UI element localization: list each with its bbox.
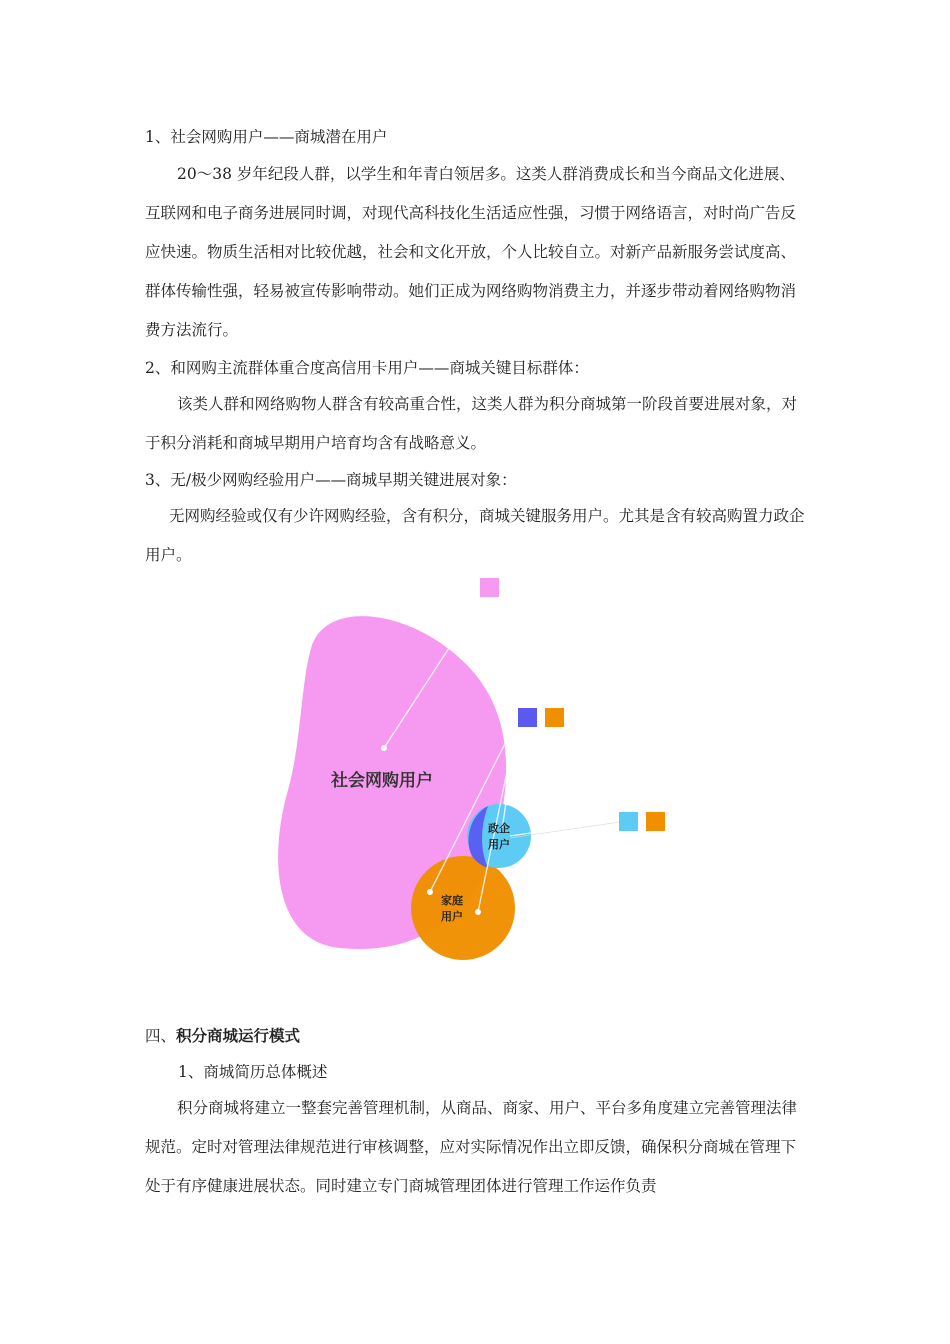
legend-square-cyan (619, 812, 638, 831)
legend-square-blue (518, 708, 537, 727)
gov-user-label-line2: 用户 (488, 838, 510, 851)
user-segment-svg (270, 570, 690, 970)
legend-square-pink (480, 578, 499, 597)
section-4-subheading: 1、商城简历总体概述 (178, 1063, 328, 1081)
section-2-body: 该类人群和网络购物人群含有较高重合性，这类人群为积分商城第一阶段首要进展对象，对于积分消耗和商城早期用户培育均含有战略意义。 (145, 395, 798, 452)
section-4-heading-prefix: 四、 (145, 1027, 177, 1045)
user-segment-diagram (270, 570, 690, 970)
legend-square-orange (545, 708, 564, 727)
section-4-heading (145, 1025, 300, 1047)
family-user-label-line2: 用户 (441, 910, 463, 923)
anchor-dot (427, 889, 433, 895)
section-4-body: 积分商城将建立一整套完善管理机制，从商品、商家、用户、平台多角度建立完善管理法律规范。定时对管理法律规范进行审核调整，应对实际情况作出立即反馈，确保积分商城在管理下处于有序健康进展状态。同时建立专门商城管理团体进行管理工作运作负责 (145, 1099, 798, 1195)
section-3-heading: 3、无/极少网购经验用户——商城早期关键进展对象： (145, 471, 517, 489)
social-user-label: 社会网购用户 (331, 771, 433, 791)
section-2-heading: 2、和网购主流群体重合度高信用卡用户——商城关键目标群体： (145, 359, 589, 377)
family-user-circle (411, 856, 515, 960)
anchor-dot (381, 745, 387, 751)
legend-square-orange (646, 812, 665, 831)
gov-user-label-line1: 政企 (488, 822, 510, 835)
anchor-dot (475, 909, 481, 915)
section-3-body: 无网购经验或仅有少许网购经验，含有积分，商城关键服务用户。尤其是含有较高购置力政企用户。 (145, 507, 805, 564)
family-user-label-line1: 家庭 (441, 894, 463, 907)
section-1-body: 20～38 岁年纪段人群，以学生和年青白领居多。这类人群消费成长和当今商品文化进展、互联网和电子商务进展同时调，对现代高科技化生活适应性强，习惯于网络语言，对时尚广告反应快速。物质生活相对比较优越，社会和文化开放，个人比较自立。对新产品新服务尝试度高、群体传输性强，轻易被宣传影响带动。她们正成为网络购物消费主力，并逐步带动着网络购物消费方法流行。 (145, 165, 797, 339)
section-4-heading-title: 积分商城运行模式 (176, 1026, 301, 1045)
section-1-heading: 1、社会网购用户——商城潜在用户 (145, 128, 388, 146)
